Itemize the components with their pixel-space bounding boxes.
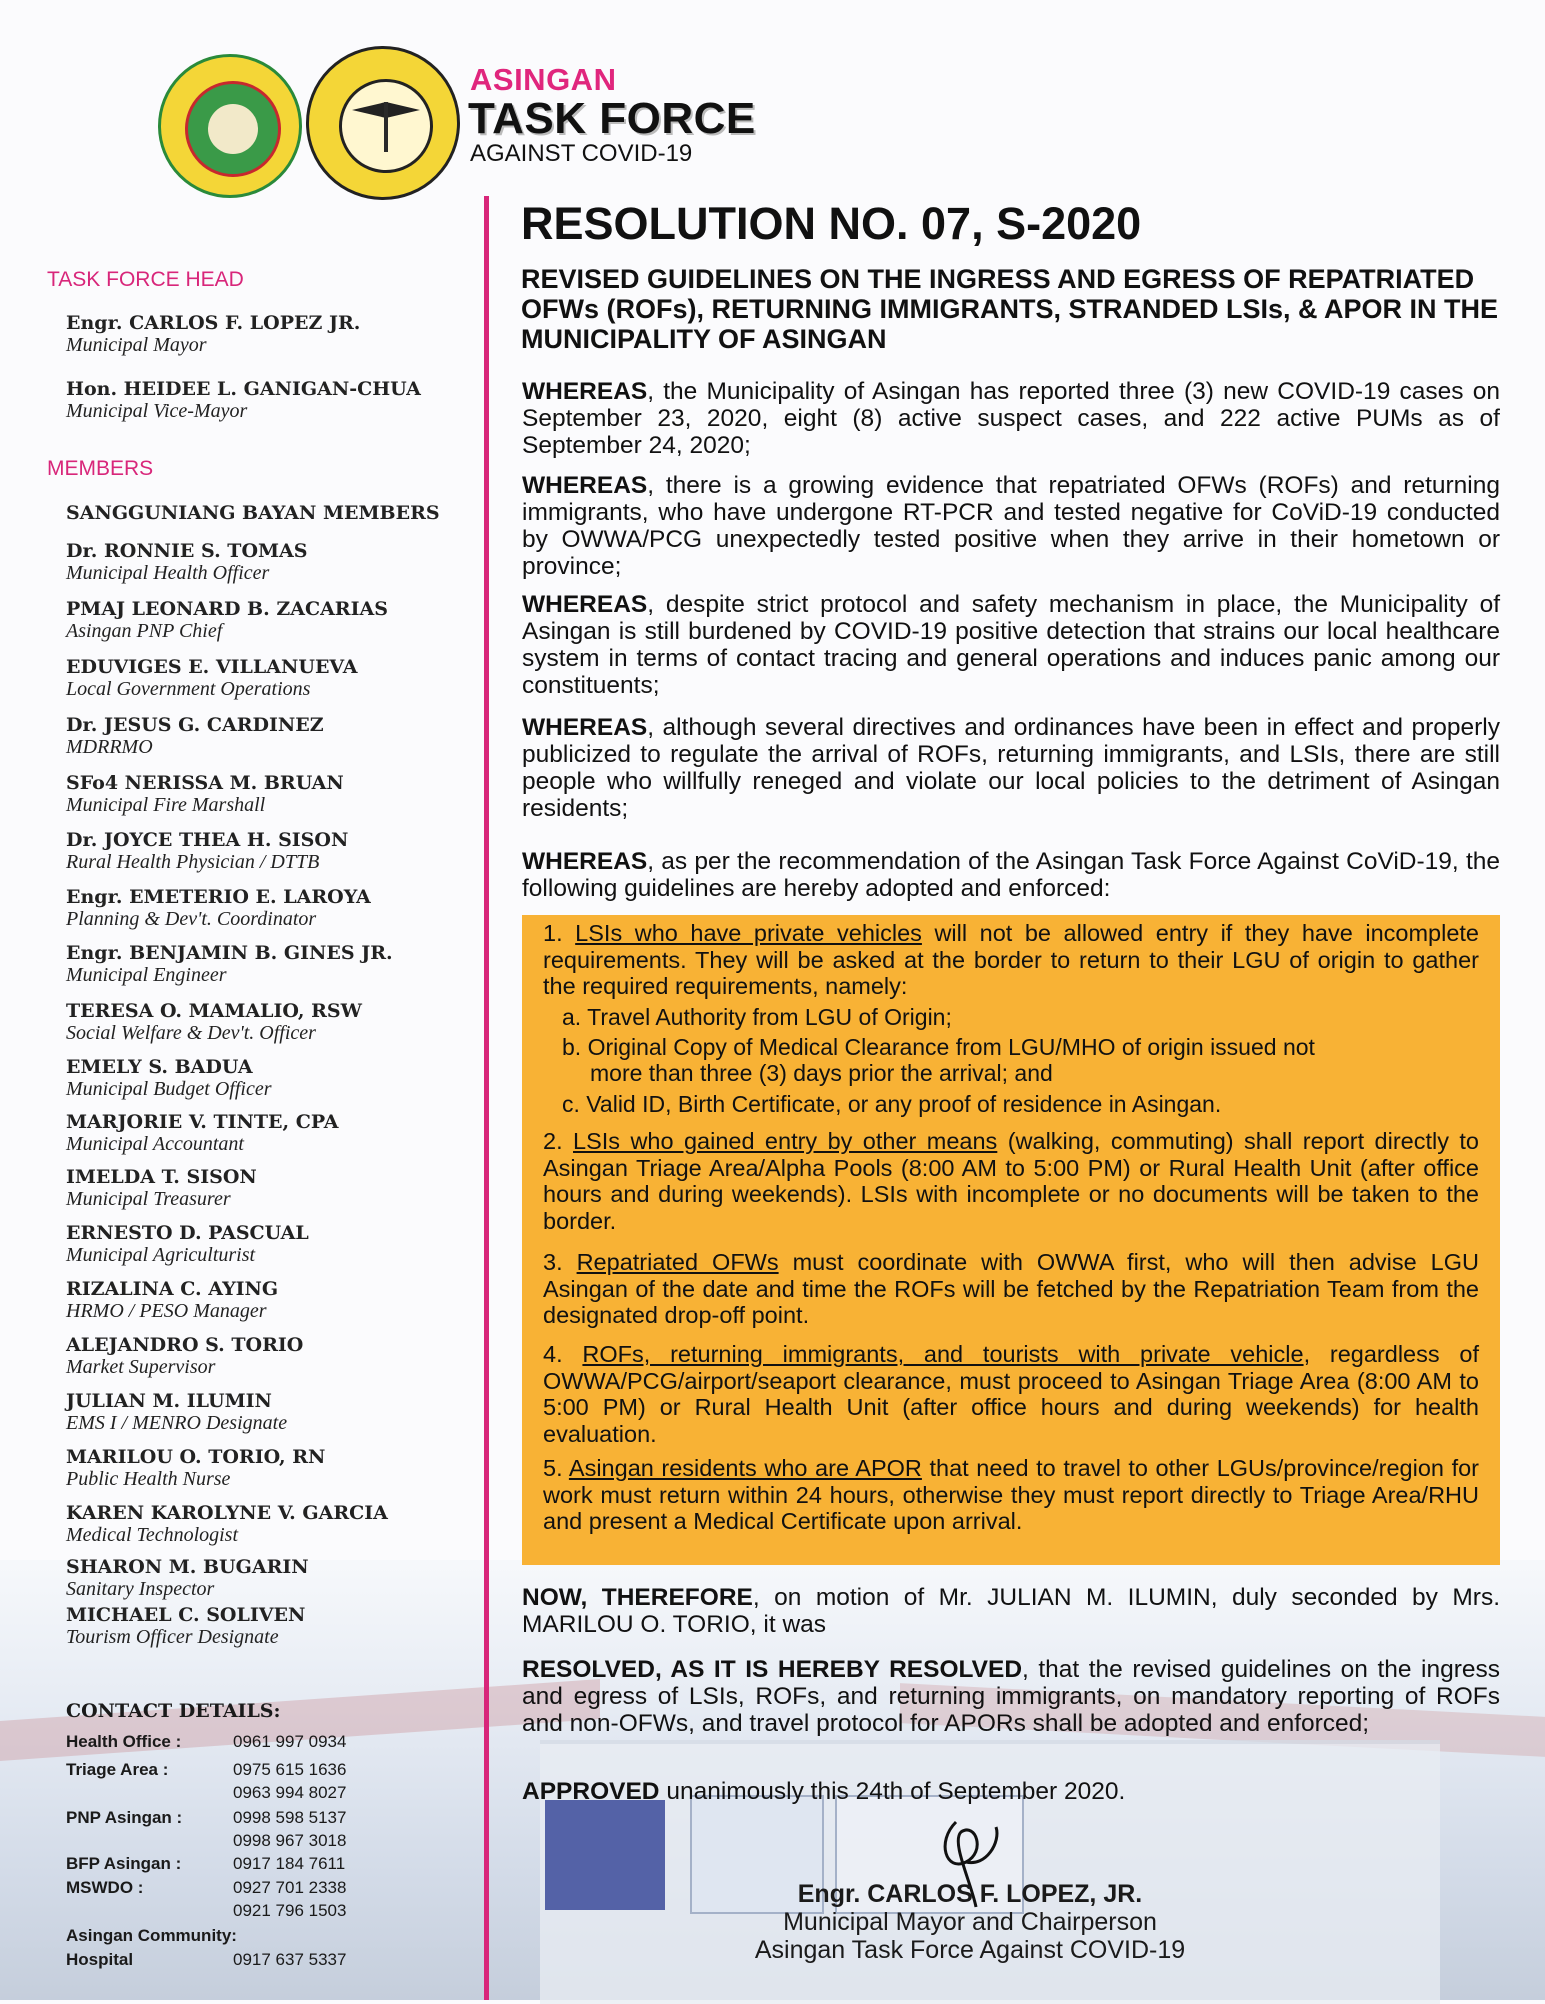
member-role: Municipal Treasurer: [66, 1188, 231, 1210]
member-role: Social Welfare & Dev't. Officer: [66, 1022, 316, 1044]
member-name: MARILOU O. TORIO, RN: [66, 1446, 326, 1468]
contact-number: 0961 997 0934: [233, 1732, 347, 1751]
guideline-item-2: 2. LSIs who gained entry by other means (walking, commuting) shall report directly to Asingan Triage Area/Alpha Pools (8:00 AM to 5:00 PM) or Rural Health Unit (after office hours and during weekends). LSIs with incomplete or no documents will be taken to the border.: [543, 1128, 1479, 1234]
contact-label: Triage Area :: [66, 1760, 169, 1779]
whereas-paragraph: WHEREAS, as per the recommendation of the Asingan Task Force Against CoViD-19, the following guidelines are hereby adopted and enforced:: [522, 848, 1500, 902]
contact-number: 0927 701 2338: [233, 1878, 347, 1897]
member-name: JULIAN M. ILUMIN: [66, 1390, 272, 1412]
sb-members-heading: SANGGUNIANG BAYAN MEMBERS: [66, 502, 440, 524]
member-role: Market Supervisor: [66, 1356, 216, 1378]
member-role: Local Government Operations: [66, 678, 311, 700]
member-role: Municipal Agriculturist: [66, 1244, 256, 1266]
member-role: Municipal Fire Marshall: [66, 794, 266, 816]
member-name: MICHAEL C. SOLIVEN: [66, 1604, 306, 1626]
member-name: IMELDA T. SISON: [66, 1166, 257, 1188]
resolution-title: RESOLUTION NO. 07, S-2020: [521, 198, 1142, 249]
member-name: MARJORIE V. TINTE, CPA: [66, 1111, 339, 1133]
member-role: Municipal Budget Officer: [66, 1078, 272, 1100]
contact-label: BFP Asingan :: [66, 1854, 182, 1873]
brand-against-covid: AGAINST COVID-19: [470, 140, 693, 167]
contact-number: 0917 184 7611: [233, 1854, 346, 1873]
contact-label: Asingan Community:: [66, 1926, 237, 1945]
contact-label: Health Office :: [66, 1732, 182, 1751]
member-role: Rural Health Physician / DTTB: [66, 851, 320, 873]
member-role: Municipal Health Officer: [66, 562, 270, 584]
member-name: KAREN KAROLYNE V. GARCIA: [66, 1502, 388, 1524]
resolved-paragraph: RESOLVED, AS IT IS HEREBY RESOLVED, that the revised guidelines on the ingress and egress of LSIs, ROFs, and returning immigrants, on mandatory reporting of ROFs and non-OFWs, and travel protocol for APORs shall be adopted and enforced;: [522, 1656, 1500, 1737]
member-role: MDRRMO: [66, 736, 153, 758]
member-name: SFo4 NERISSA M. BRUAN: [66, 772, 344, 794]
background-banner: [545, 1800, 665, 1910]
head-name: Hon. HEIDEE L. GANIGAN-CHUA: [66, 378, 421, 400]
whereas-paragraph: WHEREAS, although several directives and ordinances have been in effect and properly publicized to regulate the arrival of ROFs, returning immigrants, and LSIs, there are still people who willfully reneged and violate our local policies to the detriment of Asingan residents;: [522, 714, 1500, 822]
contact-number: 0921 796 1503: [233, 1901, 347, 1920]
contact-number: 0975 615 1636: [233, 1760, 347, 1779]
guideline-item-5: 5. Asingan residents who are APOR that need to travel to other LGUs/province/region for work must return within 24 hours, otherwise they must report directly to Triage Area/RHU and present a Medical Certificate upon arrival.: [543, 1455, 1479, 1534]
member-role: Public Health Nurse: [66, 1468, 231, 1490]
now-therefore-paragraph: NOW, THEREFORE, on motion of Mr. JULIAN M. ILUMIN, duly seconded by Mrs. MARILOU O. TORIO, it was: [522, 1584, 1500, 1638]
guideline-subitem: b. Original Copy of Medical Clearance from LGU/MHO of origin issued not: [562, 1034, 1315, 1060]
member-name: EDUVIGES E. VILLANUEVA: [66, 656, 358, 678]
contact-number: 0917 637 5337: [233, 1950, 347, 1969]
member-name: PMAJ LEONARD B. ZACARIAS: [66, 598, 388, 620]
member-name: ERNESTO D. PASCUAL: [66, 1222, 309, 1244]
member-role: HRMO / PESO Manager: [66, 1300, 267, 1322]
brand-asingan: ASINGAN: [470, 62, 617, 97]
contact-number: 0963 994 8027: [233, 1783, 347, 1802]
resolution-subtitle: REVISED GUIDELINES ON THE INGRESS AND EGRESS OF REPATRIATED OFWs (ROFs), RETURNING IMMIGRANTS, STRANDED LSIs, & APOR IN THE MUNICIPALITY OF ASINGAN: [521, 264, 1499, 354]
member-name: EMELY S. BADUA: [66, 1056, 253, 1078]
guideline-subitem: c. Valid ID, Birth Certificate, or any proof of residence in Asingan.: [562, 1091, 1222, 1117]
brand-task-force: TASK FORCE: [468, 94, 756, 143]
guideline-subitem: more than three (3) days prior the arrival; and: [590, 1060, 1053, 1086]
member-role: Sanitary Inspector: [66, 1578, 215, 1600]
member-name: TERESA O. MAMALIO, RSW: [66, 1000, 362, 1022]
signatory-role: Municipal Mayor and Chairperson Asingan Task Force Against COVID-19: [754, 1908, 1186, 1964]
signatory-name: Engr. CARLOS F. LOPEZ, JR.: [797, 1880, 1143, 1908]
whereas-paragraph: WHEREAS, despite strict protocol and safety mechanism in place, the Municipality of Asingan is still burdened by COVID-19 positive detection that strains our local healthcare system in terms of contact tracing and general operations and induces panic among our constituents;: [522, 591, 1500, 699]
members-label: MEMBERS: [47, 457, 154, 480]
contact-details-title: CONTACT DETAILS:: [66, 1700, 281, 1722]
head-role: Municipal Vice-Mayor: [66, 400, 248, 422]
vertical-divider: [484, 196, 489, 2000]
approved-paragraph: APPROVED unanimously this 24th of September 2020.: [522, 1778, 1126, 1805]
contact-label: PNP Asingan :: [66, 1808, 183, 1827]
member-name: Dr. JESUS G. CARDINEZ: [66, 714, 324, 736]
member-name: Dr. JOYCE THEA H. SISON: [66, 829, 349, 851]
municipal-health-office-seal-logo: [306, 46, 460, 200]
contact-label: MSWDO :: [66, 1878, 144, 1897]
task-force-head-label: TASK FORCE HEAD: [47, 268, 244, 291]
member-name: Engr. EMETERIO E. LAROYA: [66, 886, 371, 908]
member-name: SHARON M. BUGARIN: [66, 1556, 309, 1578]
guideline-subitem: a. Travel Authority from LGU of Origin;: [562, 1004, 952, 1030]
guideline-item-3: 3. Repatriated OFWs must coordinate with OWWA first, who will then advise LGU Asingan of the date and time the ROFs will be fetched by the Repatriation Team from the designated drop-off point.: [543, 1249, 1479, 1328]
guideline-item-4: 4. ROFs, returning immigrants, and tourists with private vehicle, regardless of OWWA/PCG/airport/seaport clearance, must proceed to Asingan Triage Area (8:00 AM to 5:00 PM) or Rural Health Unit (after office hours and during weekends) for health evaluation.: [543, 1341, 1480, 1447]
guideline-item-1: 1. LSIs who have private vehicles will not be allowed entry if they have incomplete requirements. They will be asked at the border to return to their LGU of origin to gather the required requirements, namely:: [543, 920, 1479, 999]
member-name: Engr. BENJAMIN B. GINES JR.: [66, 942, 393, 964]
member-role: Asingan PNP Chief: [66, 620, 223, 642]
asingan-seal-logo: [158, 54, 302, 198]
whereas-paragraph: WHEREAS, there is a growing evidence that repatriated OFWs (ROFs) and returning immigrants, who have undergone RT-PCR and tested negative for CoViD-19 conducted by OWWA/PCG unexpectedly tested positive when they arrive in their hometown or province;: [522, 472, 1500, 580]
contact-number: 0998 967 3018: [233, 1831, 347, 1850]
member-name: ALEJANDRO S. TORIO: [66, 1334, 304, 1356]
member-role: Medical Technologist: [66, 1524, 239, 1546]
contact-number: 0998 598 5137: [233, 1808, 347, 1827]
member-role: EMS I / MENRO Designate: [66, 1412, 288, 1434]
member-name: Dr. RONNIE S. TOMAS: [66, 540, 308, 562]
head-role: Municipal Mayor: [66, 334, 207, 356]
whereas-paragraph: WHEREAS, the Municipality of Asingan has reported three (3) new COVID-19 cases on September 23, 2020, eight (8) active suspect cases, and 222 active PUMs as of September 24, 2020;: [522, 378, 1500, 459]
contact-label: Hospital: [66, 1950, 134, 1969]
head-name: Engr. CARLOS F. LOPEZ JR.: [66, 312, 361, 334]
member-role: Planning & Dev't. Coordinator: [66, 908, 317, 930]
member-role: Tourism Officer Designate: [66, 1626, 279, 1648]
member-name: RIZALINA C. AYING: [66, 1278, 279, 1300]
member-role: Municipal Engineer: [66, 964, 227, 986]
member-role: Municipal Accountant: [66, 1133, 244, 1155]
